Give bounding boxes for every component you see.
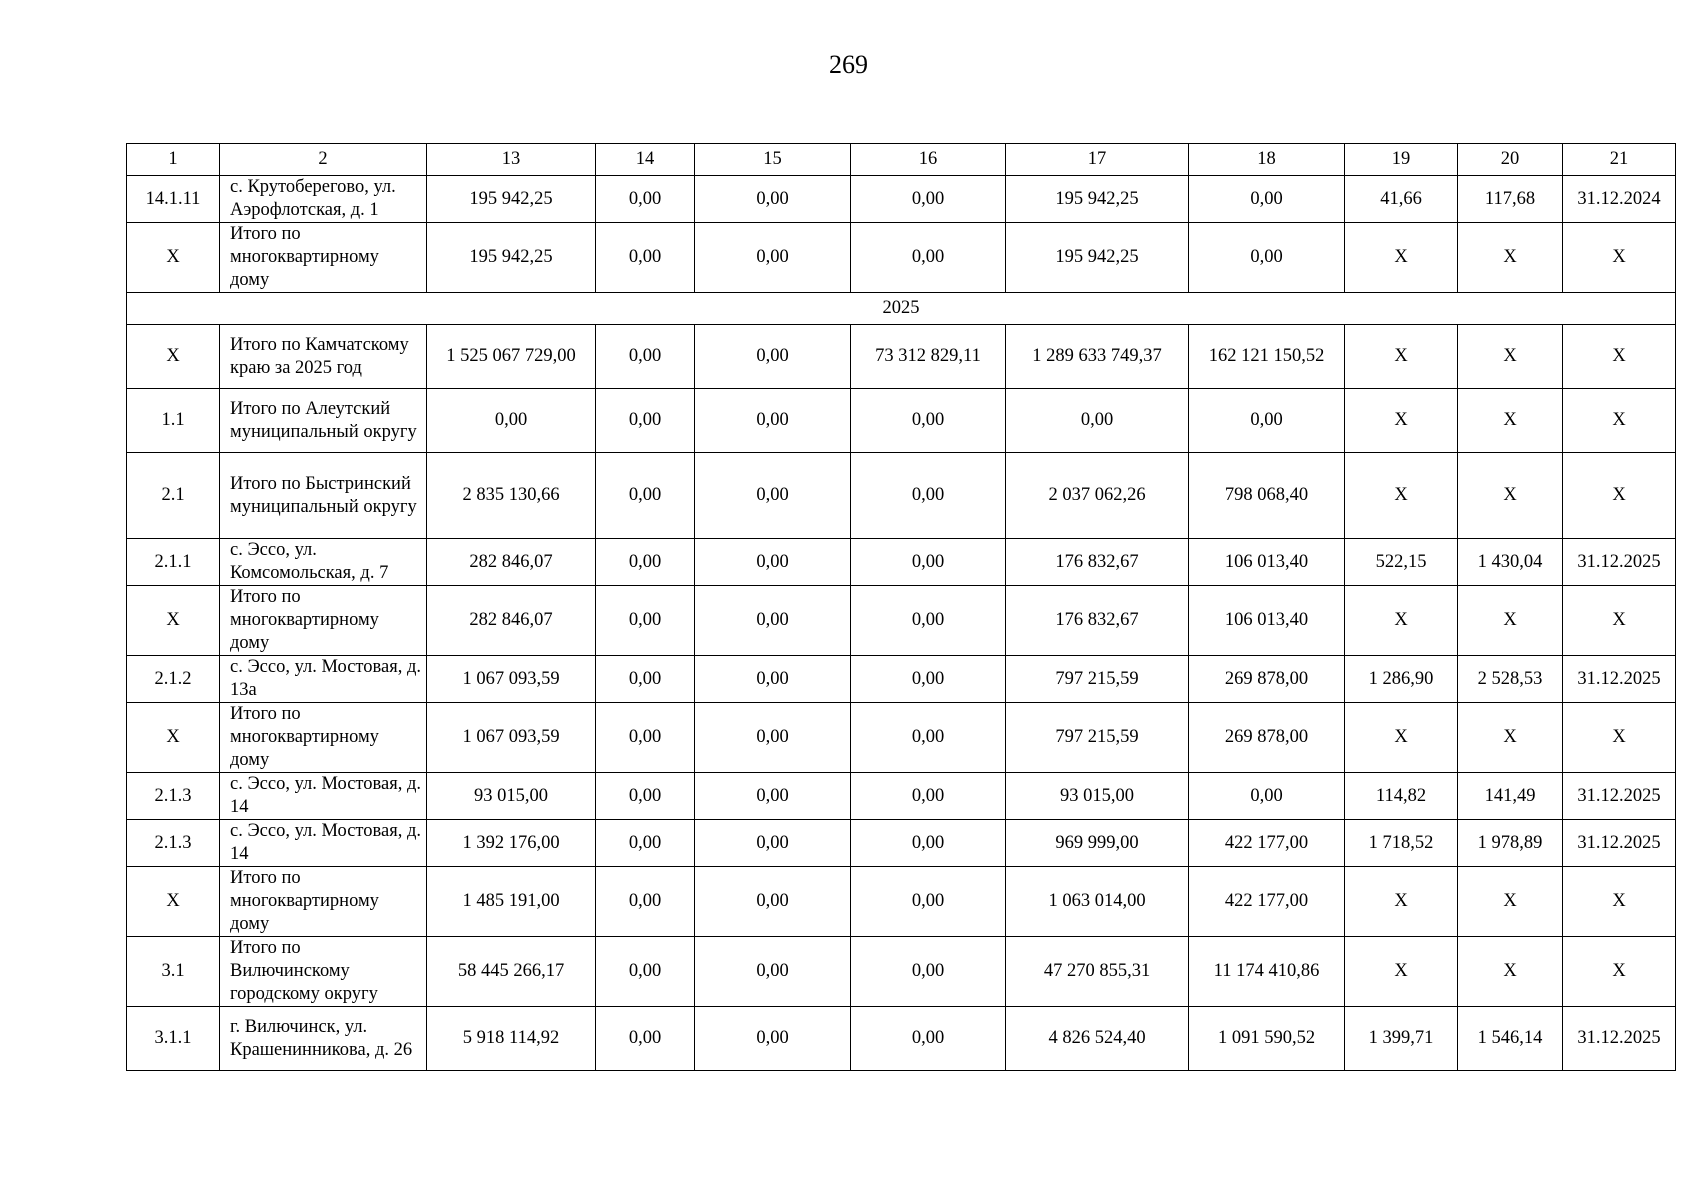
row-number-cell: 2.1.3 — [127, 773, 220, 820]
value-cell: 0,00 — [1189, 176, 1345, 223]
table-row — [127, 586, 1676, 656]
value-cell: 93 015,00 — [1006, 773, 1189, 820]
value-cell: 0,00 — [851, 867, 1006, 937]
value-cell: 2 037 062,26 — [1006, 453, 1189, 539]
value-cell: 0,00 — [695, 453, 851, 539]
address-cell: с. Эссо, ул. Мостовая, д. 13а — [220, 656, 427, 703]
value-cell: 0,00 — [596, 820, 695, 867]
value-cell: Х — [1458, 223, 1563, 293]
value-cell: 0,00 — [851, 1007, 1006, 1071]
row-number-cell: Х — [127, 325, 220, 389]
value-cell: 0,00 — [851, 773, 1006, 820]
value-cell: 117,68 — [1458, 176, 1563, 223]
value-cell: 422 177,00 — [1189, 820, 1345, 867]
data-table — [126, 143, 1676, 1071]
value-cell: 1 399,71 — [1345, 1007, 1458, 1071]
address-cell: Итого по многоквартирному дому — [220, 223, 427, 293]
header-cell: 20 — [1458, 144, 1563, 176]
row-number-cell: 1.1 — [127, 389, 220, 453]
value-cell: 58 445 266,17 — [427, 937, 596, 1007]
header-cell: 21 — [1563, 144, 1676, 176]
value-cell: 195 942,25 — [427, 223, 596, 293]
value-cell: Х — [1563, 937, 1676, 1007]
rows-before-year — [127, 176, 1676, 293]
value-cell: 1 067 093,59 — [427, 656, 596, 703]
value-cell: Х — [1563, 867, 1676, 937]
header-cell: 1 — [127, 144, 220, 176]
value-cell: 0,00 — [596, 656, 695, 703]
value-cell: 0,00 — [695, 586, 851, 656]
address-cell: с. Эссо, ул. Мостовая, д. 14 — [220, 820, 427, 867]
table-row — [127, 773, 1676, 820]
value-cell: 1 063 014,00 — [1006, 867, 1189, 937]
value-cell: 522,15 — [1345, 539, 1458, 586]
value-cell: 0,00 — [596, 773, 695, 820]
value-cell: 31.12.2025 — [1563, 820, 1676, 867]
table-row — [127, 176, 1676, 223]
row-number-cell: 2.1.3 — [127, 820, 220, 867]
value-cell: Х — [1563, 223, 1676, 293]
value-cell: Х — [1458, 937, 1563, 1007]
value-cell: Х — [1458, 703, 1563, 773]
value-cell: 0,00 — [695, 389, 851, 453]
value-cell: 0,00 — [695, 176, 851, 223]
value-cell: Х — [1563, 389, 1676, 453]
value-cell: 4 826 524,40 — [1006, 1007, 1189, 1071]
value-cell: 47 270 855,31 — [1006, 937, 1189, 1007]
value-cell: 0,00 — [1189, 223, 1345, 293]
value-cell: 0,00 — [851, 223, 1006, 293]
value-cell: Х — [1345, 586, 1458, 656]
value-cell: 0,00 — [596, 937, 695, 1007]
table-row — [127, 453, 1676, 539]
table-row — [127, 820, 1676, 867]
header-cell: 14 — [596, 144, 695, 176]
value-cell: Х — [1345, 867, 1458, 937]
value-cell: Х — [1563, 703, 1676, 773]
value-cell: Х — [1458, 389, 1563, 453]
value-cell: 31.12.2025 — [1563, 539, 1676, 586]
row-number-cell: Х — [127, 703, 220, 773]
address-cell: г. Вилючинск, ул. Крашенинникова, д. 26 — [220, 1007, 427, 1071]
value-cell: 176 832,67 — [1006, 586, 1189, 656]
table-row — [127, 1007, 1676, 1071]
header-cell: 13 — [427, 144, 596, 176]
value-cell: Х — [1563, 325, 1676, 389]
row-number-cell: Х — [127, 223, 220, 293]
value-cell: 0,00 — [851, 703, 1006, 773]
year-cell: 2025 — [127, 293, 1676, 325]
value-cell: Х — [1345, 703, 1458, 773]
value-cell: 106 013,40 — [1189, 539, 1345, 586]
value-cell: 0,00 — [851, 453, 1006, 539]
value-cell: Х — [1345, 325, 1458, 389]
value-cell: 0,00 — [851, 176, 1006, 223]
value-cell: 1 067 093,59 — [427, 703, 596, 773]
value-cell: 0,00 — [596, 325, 695, 389]
value-cell: 31.12.2025 — [1563, 1007, 1676, 1071]
value-cell: 162 121 150,52 — [1189, 325, 1345, 389]
rows-after-year — [127, 325, 1676, 1071]
value-cell: 282 846,07 — [427, 539, 596, 586]
value-cell: 0,00 — [695, 656, 851, 703]
row-number-cell: 3.1 — [127, 937, 220, 1007]
value-cell: Х — [1458, 325, 1563, 389]
column-number-row — [127, 144, 1676, 176]
value-cell: Х — [1563, 586, 1676, 656]
value-cell: Х — [1345, 223, 1458, 293]
value-cell: 0,00 — [695, 703, 851, 773]
value-cell: Х — [1345, 937, 1458, 1007]
value-cell: 797 215,59 — [1006, 703, 1189, 773]
value-cell: 282 846,07 — [427, 586, 596, 656]
row-number-cell: 2.1 — [127, 453, 220, 539]
value-cell: 106 013,40 — [1189, 586, 1345, 656]
value-cell: 0,00 — [851, 586, 1006, 656]
value-cell: 969 999,00 — [1006, 820, 1189, 867]
value-cell: 195 942,25 — [1006, 223, 1189, 293]
table-row — [127, 325, 1676, 389]
value-cell: 195 942,25 — [427, 176, 596, 223]
value-cell: 0,00 — [596, 867, 695, 937]
table-row — [127, 539, 1676, 586]
value-cell: 2 528,53 — [1458, 656, 1563, 703]
value-cell: 1 091 590,52 — [1189, 1007, 1345, 1071]
value-cell: 0,00 — [851, 389, 1006, 453]
table-row — [127, 389, 1676, 453]
value-cell: 0,00 — [695, 820, 851, 867]
page-number: 269 — [829, 50, 868, 79]
value-cell: 0,00 — [596, 586, 695, 656]
address-cell: с. Эссо, ул. Комсомольская, д. 7 — [220, 539, 427, 586]
value-cell: 0,00 — [851, 937, 1006, 1007]
value-cell: 0,00 — [427, 389, 596, 453]
table-row — [127, 656, 1676, 703]
value-cell: Х — [1345, 389, 1458, 453]
value-cell: 195 942,25 — [1006, 176, 1189, 223]
value-cell: 422 177,00 — [1189, 867, 1345, 937]
value-cell: 269 878,00 — [1189, 656, 1345, 703]
address-cell: с. Крутоберегово, ул. Аэрофлотская, д. 1 — [220, 176, 427, 223]
table-row — [127, 867, 1676, 937]
value-cell: 0,00 — [1189, 389, 1345, 453]
address-cell: Итого по Алеутский муниципальный округу — [220, 389, 427, 453]
value-cell: 1 525 067 729,00 — [427, 325, 596, 389]
value-cell: 0,00 — [695, 937, 851, 1007]
table-row — [127, 937, 1676, 1007]
header-cell: 17 — [1006, 144, 1189, 176]
value-cell: 0,00 — [851, 539, 1006, 586]
value-cell: 93 015,00 — [427, 773, 596, 820]
address-cell: Итого по Камчатскому краю за 2025 год — [220, 325, 427, 389]
value-cell: Х — [1458, 453, 1563, 539]
value-cell: 0,00 — [695, 539, 851, 586]
address-cell: Итого по многоквартирному дому — [220, 703, 427, 773]
header-cell: 15 — [695, 144, 851, 176]
value-cell: 41,66 — [1345, 176, 1458, 223]
address-cell: с. Эссо, ул. Мостовая, д. 14 — [220, 773, 427, 820]
value-cell: 31.12.2024 — [1563, 176, 1676, 223]
value-cell: 0,00 — [851, 656, 1006, 703]
value-cell: 2 835 130,66 — [427, 453, 596, 539]
row-number-cell: 2.1.2 — [127, 656, 220, 703]
value-cell: 5 918 114,92 — [427, 1007, 596, 1071]
address-cell: Итого по Вилючинскому городскому округу — [220, 937, 427, 1007]
value-cell: 0,00 — [695, 223, 851, 293]
value-cell: Х — [1345, 453, 1458, 539]
value-cell: 11 174 410,86 — [1189, 937, 1345, 1007]
value-cell: 0,00 — [596, 389, 695, 453]
value-cell: 0,00 — [596, 539, 695, 586]
value-cell: 1 286,90 — [1345, 656, 1458, 703]
value-cell: Х — [1458, 586, 1563, 656]
value-cell: 0,00 — [1189, 773, 1345, 820]
value-cell: 1 289 633 749,37 — [1006, 325, 1189, 389]
value-cell: 0,00 — [596, 223, 695, 293]
value-cell: 1 718,52 — [1345, 820, 1458, 867]
value-cell: 31.12.2025 — [1563, 773, 1676, 820]
value-cell: 0,00 — [851, 820, 1006, 867]
value-cell: 114,82 — [1345, 773, 1458, 820]
value-cell: 0,00 — [596, 453, 695, 539]
table-row — [127, 223, 1676, 293]
value-cell: 176 832,67 — [1006, 539, 1189, 586]
value-cell: 0,00 — [695, 1007, 851, 1071]
row-number-cell: 2.1.1 — [127, 539, 220, 586]
value-cell: 1 392 176,00 — [427, 820, 596, 867]
value-cell: 31.12.2025 — [1563, 656, 1676, 703]
value-cell: 798 068,40 — [1189, 453, 1345, 539]
value-cell: 1 978,89 — [1458, 820, 1563, 867]
value-cell: 141,49 — [1458, 773, 1563, 820]
value-cell: 797 215,59 — [1006, 656, 1189, 703]
value-cell: 0,00 — [695, 773, 851, 820]
value-cell: 0,00 — [596, 176, 695, 223]
header-cell: 2 — [220, 144, 427, 176]
value-cell: 73 312 829,11 — [851, 325, 1006, 389]
value-cell: 0,00 — [695, 325, 851, 389]
address-cell: Итого по Быстринский муниципальный округу — [220, 453, 427, 539]
value-cell: 0,00 — [1006, 389, 1189, 453]
value-cell: 0,00 — [695, 867, 851, 937]
header-cell: 19 — [1345, 144, 1458, 176]
row-number-cell: 3.1.1 — [127, 1007, 220, 1071]
year-row — [127, 293, 1676, 325]
value-cell: 1 430,04 — [1458, 539, 1563, 586]
header-cell: 18 — [1189, 144, 1345, 176]
value-cell: 1 546,14 — [1458, 1007, 1563, 1071]
value-cell: 0,00 — [596, 703, 695, 773]
table-row — [127, 703, 1676, 773]
row-number-cell: 14.1.11 — [127, 176, 220, 223]
value-cell: 269 878,00 — [1189, 703, 1345, 773]
address-cell: Итого по многоквартирному дому — [220, 867, 427, 937]
value-cell: Х — [1563, 453, 1676, 539]
row-number-cell: Х — [127, 586, 220, 656]
value-cell: 1 485 191,00 — [427, 867, 596, 937]
address-cell: Итого по многоквартирному дому — [220, 586, 427, 656]
row-number-cell: Х — [127, 867, 220, 937]
value-cell: Х — [1458, 867, 1563, 937]
header-cell: 16 — [851, 144, 1006, 176]
value-cell: 0,00 — [596, 1007, 695, 1071]
